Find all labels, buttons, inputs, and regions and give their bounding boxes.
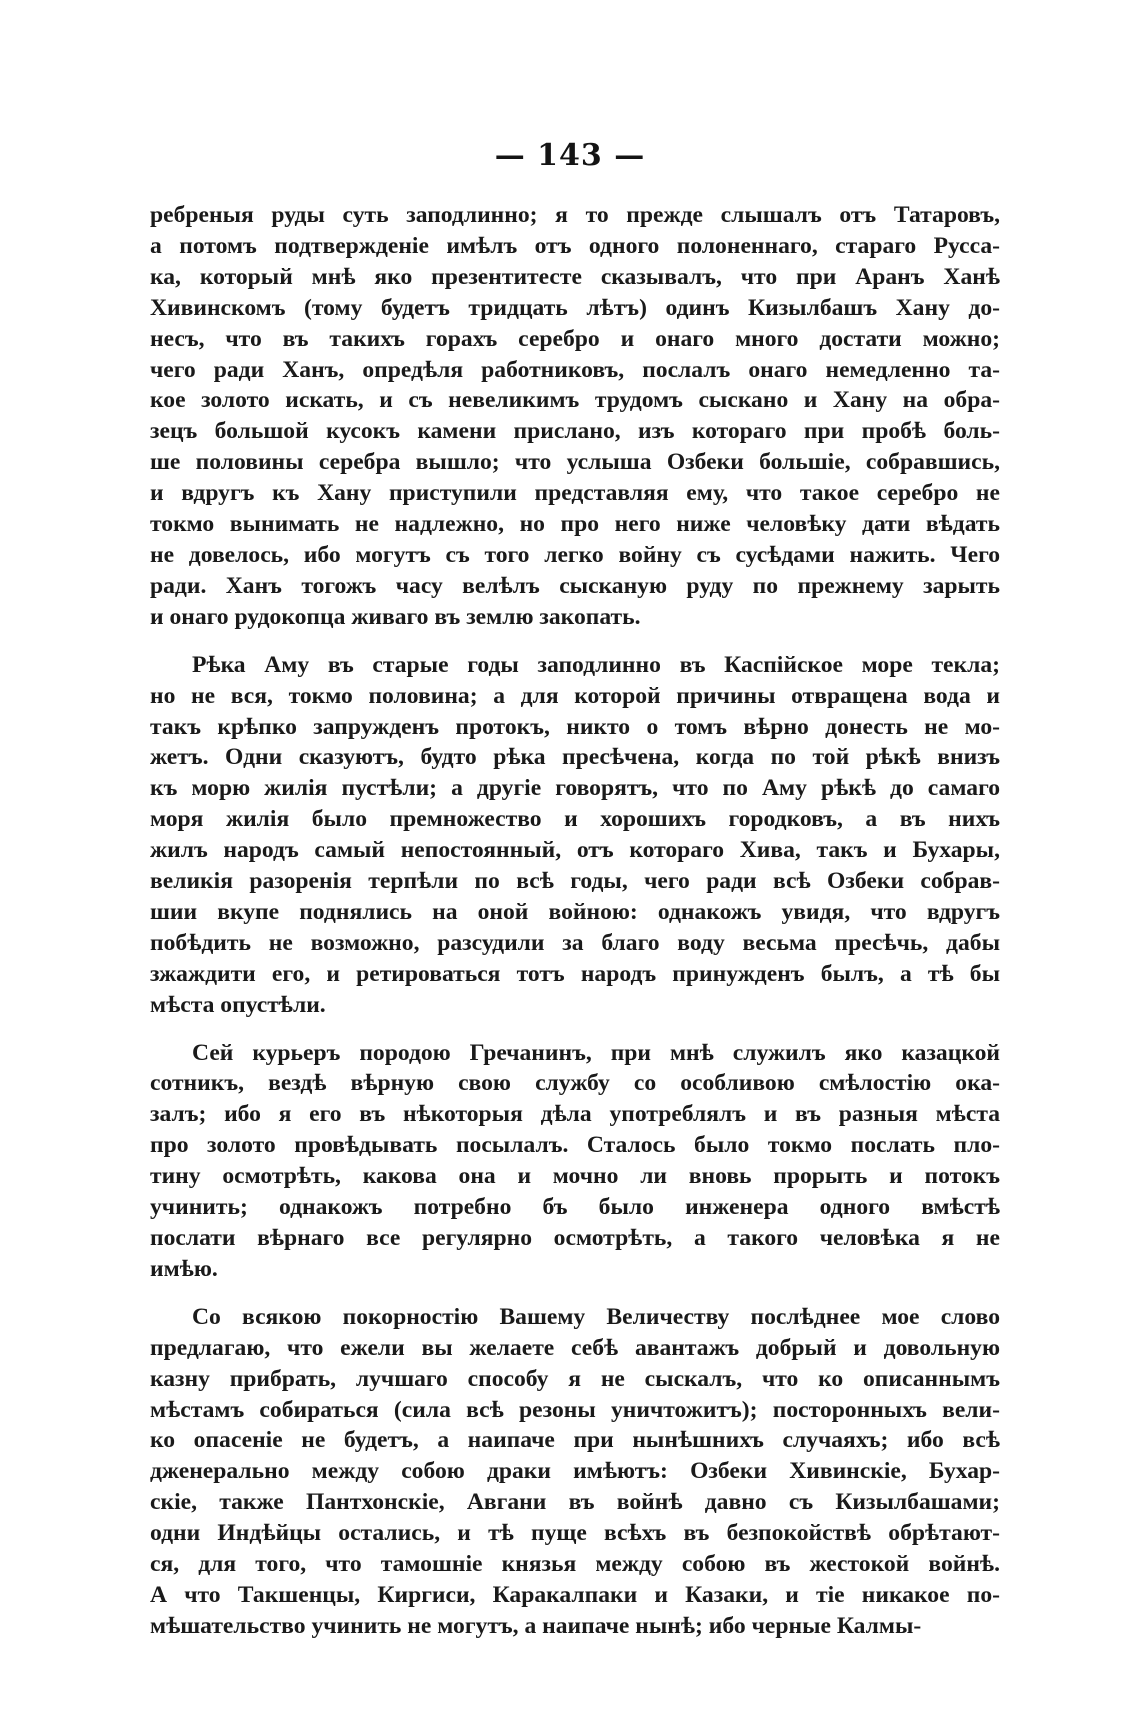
text-line: не довелось, ибо могутъ съ того легко войну съ сусѣдами нажить. Чего <box>150 541 1000 568</box>
text-line: Сей курьеръ породою Гречанинъ, при мнѣ служилъ яко казацкой <box>192 1039 1000 1066</box>
text-line: послати вѣрнаго все регулярно осмотрѣть, а такого человѣка я не <box>150 1225 1000 1251</box>
body-text <box>150 200 1000 1659</box>
text-line: тину осмотрѣть, какова она и мочно ли вновь прорыть и потокъ <box>150 1163 1000 1190</box>
text-line: но не вся, токмо половина; а для которой причины отвращена вода и <box>150 682 1000 709</box>
text-line: несъ, что въ такихъ горахъ серебро и онаго много достати можно; <box>150 325 1000 352</box>
text-line: дженерально между собою драки имѣютъ: Озбеки Хивинскіе, Бухар- <box>150 1458 1000 1485</box>
text-line: залъ; ибо я его въ нѣкоторыя дѣла употреблялъ и въ разныя мѣста <box>150 1101 1000 1128</box>
text-line: зецъ большой кусокъ камени прислано, изъ котораго при пробѣ боль- <box>150 418 1000 445</box>
text-line: мѣшательство учинить не могутъ, а наипаче нынѣ; ибо черные Калмы- <box>150 1612 922 1639</box>
text-line: такъ крѣпко запружденъ протокъ, никто о томъ вѣрно донесть не мо- <box>150 713 1000 740</box>
text-line: ся, для того, что тамошніе князья между собою въ жестокой войнѣ. <box>150 1551 1000 1578</box>
text-line: ше половины серебра вышло; что услыша Озбеки большіе, собравшись, <box>150 449 1000 476</box>
text-line: кое золото искать, и съ невеликимъ трудомъ сыскано и Хану на обра- <box>150 387 1000 414</box>
text-line: одни Индѣйцы остались, и тѣ пуще всѣхъ въ безпокойствѣ обрѣтают- <box>150 1520 1000 1547</box>
page-number: — 143 — <box>494 138 646 173</box>
text-line: предлагаю, что ежели вы желаете себѣ авантажъ добрый и довольную <box>150 1334 1000 1361</box>
text-line: А что Такшенцы, Киргиси, Каракалпаки и Казаки, и тіе никакое по- <box>150 1581 1000 1608</box>
text-line: казну прибрать, лучшаго способу я не сыскалъ, что ко описаннымъ <box>150 1365 1000 1392</box>
text-line: шии вкупе поднялись на оной войною: однакожъ увидя, что вдругъ <box>150 898 1000 925</box>
paragraph <box>150 1038 1000 1285</box>
text-line: ради. Ханъ тогожъ часу велѣлъ сысканую руду по прежнему зарыть <box>150 572 1000 599</box>
text-line: мѣстамъ собираться (сила всѣ резоны уничтожитъ); посторонныхъ вели- <box>150 1396 1000 1423</box>
text-line: ка, который мнѣ яко презентитесте сказывалъ, что при Аранъ Ханѣ <box>150 263 1000 290</box>
text-line: жилъ народъ самый непостоянный, отъ котораго Хива, такъ и Бухары, <box>150 837 1000 864</box>
text-line: мѣста опустѣли. <box>150 991 326 1018</box>
text-line: сотникъ, вездѣ вѣрную свою службу со особливою смѣлостію ока- <box>150 1070 1000 1097</box>
paragraph <box>150 650 1000 1021</box>
text-line: моря жилія было премножество и хорошихъ городковъ, а въ нихъ <box>150 806 1000 833</box>
text-line: великія разоренія терпѣли по всѣ годы, чего ради всѣ Озбеки собрав- <box>150 868 1000 895</box>
paragraph <box>150 1302 1000 1642</box>
text-line: жетъ. Одни сказуютъ, будто рѣка пресѣчена, когда по той рѣкѣ внизъ <box>150 744 1000 771</box>
text-line: ребреныя руды суть заподлинно; я то прежде слышалъ отъ Татаровъ, <box>150 202 1000 228</box>
text-line: и вдругъ къ Хану приступили представляя ему, что такое серебро не <box>150 480 1000 507</box>
text-line: къ морю жилія пустѣли; а другіе говорятъ, что по Аму рѣкѣ до самаго <box>150 775 1000 802</box>
text-line: и онаго рудокопца живаго въ землю закопать. <box>150 603 641 630</box>
text-line: имѣю. <box>150 1255 218 1282</box>
text-line: Со всякою покорностію Вашему Величеству послѣднее мое слово <box>192 1303 1000 1330</box>
text-line: скіе, также Пантхонскіе, Авгани въ войнѣ давно съ Кизылбашами; <box>150 1489 1000 1516</box>
text-line: учинить; однакожъ потребно бъ было инженера одного вмѣстѣ <box>150 1194 1000 1221</box>
paragraph <box>150 200 1000 633</box>
text-line: чего ради Ханъ, опредѣля работниковъ, послалъ онаго немедленно та- <box>150 356 1000 383</box>
text-line: про золото провѣдывать посылалъ. Сталось было токмо послать пло- <box>150 1132 1000 1159</box>
text-line: ко опасеніе не будетъ, а наипаче при нынѣшнихъ случаяхъ; ибо всѣ <box>150 1427 1000 1454</box>
text-line: токмо вынимать не надлежно, но про него ниже человѣку дати вѣдать <box>150 511 1000 538</box>
text-line: побѣдить не возможно, разсудили за благо воду весьма пресѣчь, дабы <box>150 929 1000 956</box>
text-line: зжаждити его, и ретироваться тотъ народъ принужденъ былъ, а тѣ бы <box>150 960 1000 987</box>
text-line: Хивинскомъ (тому будетъ тридцать лѣтъ) одинъ Кизылбашъ Хану до- <box>150 294 1000 321</box>
text-line: Рѣка Аму въ старые годы заподлинно въ Каспійское море текла; <box>192 651 1000 678</box>
text-line: а потомъ подтвержденіе имѣлъ отъ одного полоненнаго, стараго Русса- <box>150 232 1000 259</box>
